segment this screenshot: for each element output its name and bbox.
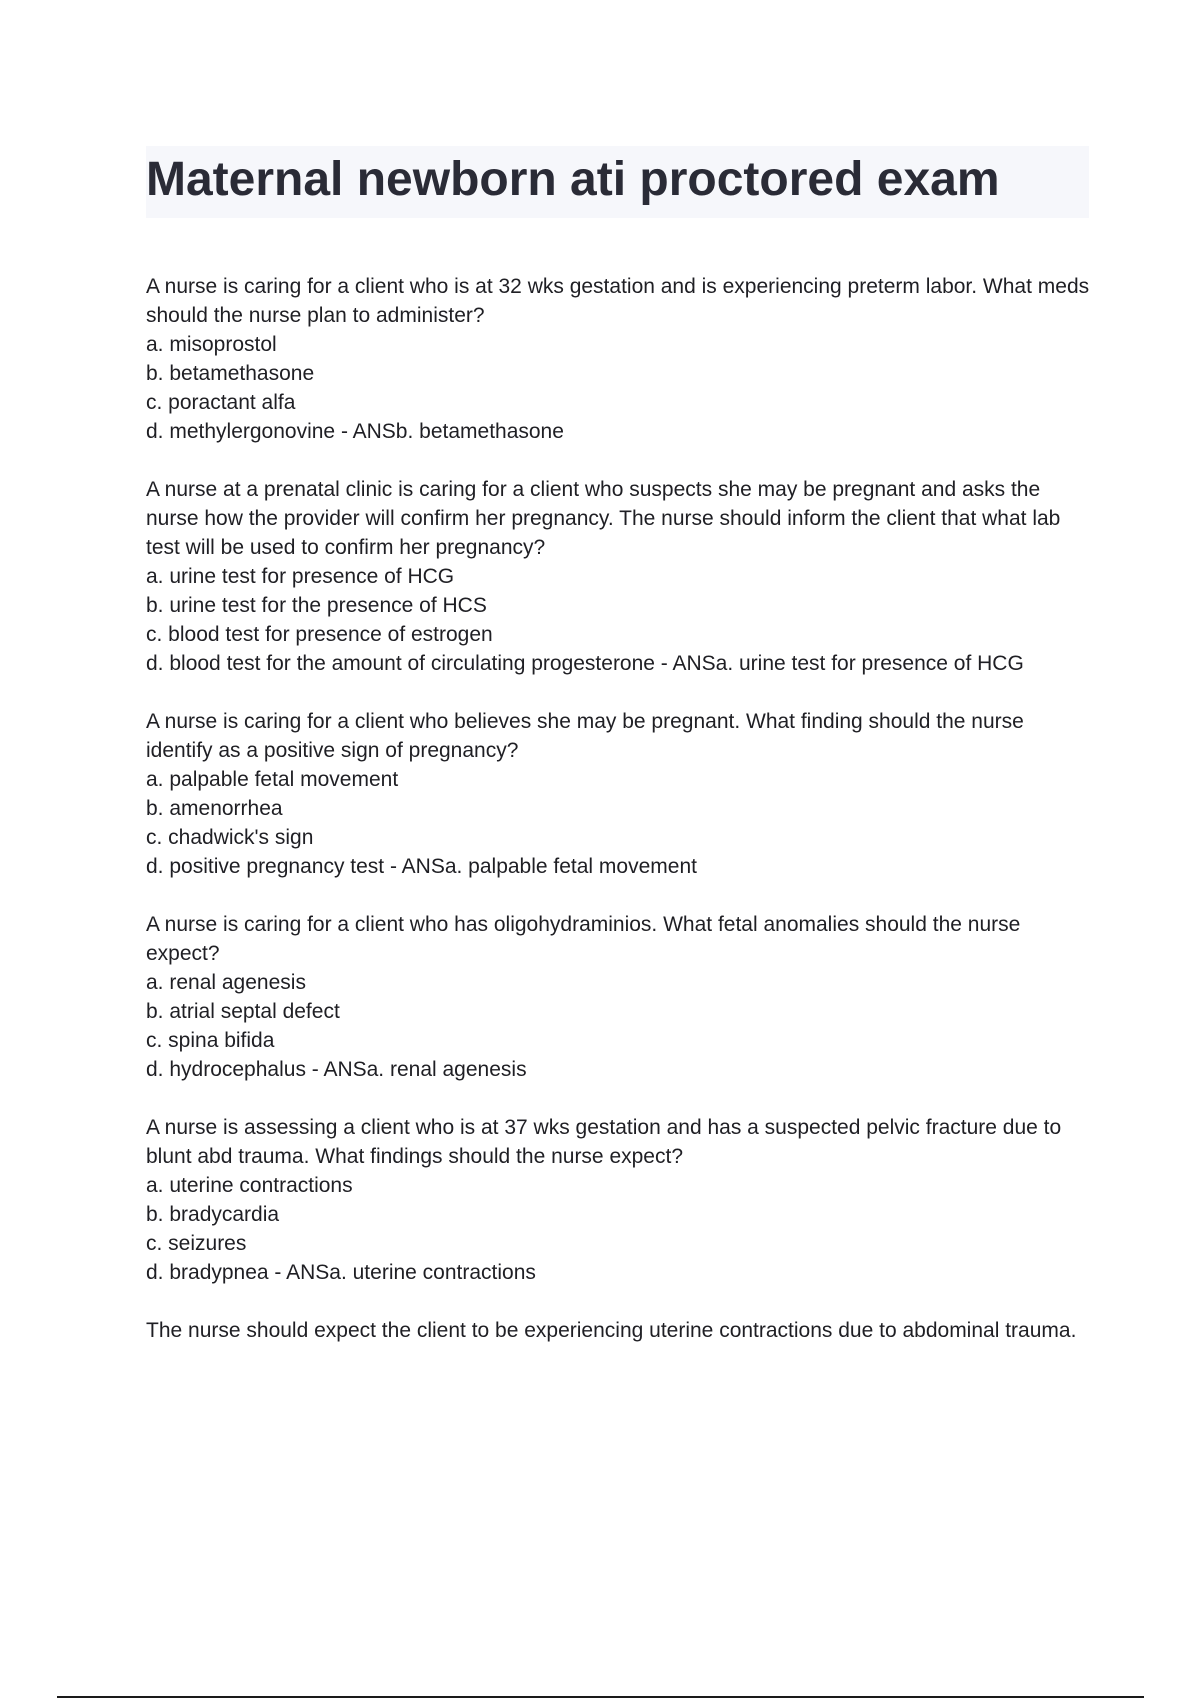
question-list	[146, 272, 1091, 1345]
question-stem: A nurse is caring for a client who believes she may be pregnant. What finding should the nurse identify as a positive sign of pregnancy?	[146, 710, 1024, 762]
answer-option: a. renal agenesis	[146, 971, 306, 994]
rationale-note: The nurse should expect the client to be experiencing uterine contractions due to abdominal trauma.	[146, 1319, 1077, 1342]
answer-option-with-key: d. methylergonovine - ANSb. betamethasone	[146, 420, 564, 443]
footer-divider	[57, 1696, 1144, 1698]
question-stem: A nurse is assessing a client who is at 37 wks gestation and has a suspected pelvic fracture due to blunt abd trauma. What findings should the nurse expect?	[146, 1116, 1062, 1168]
answer-option: c. seizures	[146, 1232, 247, 1255]
answer-option-with-key: d. blood test for the amount of circulating progesterone - ANSa. urine test for presence of HCG	[146, 652, 1024, 675]
answer-option: c. poractant alfa	[146, 391, 296, 414]
question-3	[146, 707, 1091, 881]
answer-option-with-key: d. positive pregnancy test - ANSa. palpable fetal movement	[146, 855, 697, 878]
answer-option: b. bradycardia	[146, 1203, 280, 1226]
answer-option: b. atrial septal defect	[146, 1000, 340, 1023]
question-4	[146, 910, 1091, 1084]
answer-option: a. uterine contractions	[146, 1174, 353, 1197]
question-5	[146, 1113, 1091, 1287]
answer-option-with-key: d. hydrocephalus - ANSa. renal agenesis	[146, 1058, 527, 1081]
question-stem: A nurse is caring for a client who is at 32 wks gestation and is experiencing preterm labor. What meds should the nurse plan to administer?	[146, 275, 1090, 327]
question-stem: A nurse at a prenatal clinic is caring for a client who suspects she may be pregnant and asks the nurse how the provider will confirm her pregnancy. The nurse should inform the client that what lab test will be used to confirm her pregnancy?	[146, 478, 1061, 559]
answer-option: c. spina bifida	[146, 1029, 275, 1052]
answer-option-with-key: d. bradypnea - ANSa. uterine contractions	[146, 1261, 536, 1284]
answer-option: a. palpable fetal movement	[146, 768, 399, 791]
question-stem: A nurse is caring for a client who has oligohydraminios. What fetal anomalies should the nurse expect?	[146, 913, 1021, 965]
answer-option: a. misoprostol	[146, 333, 277, 356]
question-1	[146, 272, 1091, 446]
page-title: Maternal newborn ati proctored exam	[146, 153, 1000, 206]
question-2	[146, 475, 1091, 678]
answer-option: a. urine test for presence of HCG	[146, 565, 455, 588]
title-banner	[146, 146, 1089, 218]
answer-option: c. blood test for presence of estrogen	[146, 623, 493, 646]
answer-option: b. urine test for the presence of HCS	[146, 594, 487, 617]
answer-option: b. amenorrhea	[146, 797, 283, 820]
answer-option: b. betamethasone	[146, 362, 315, 385]
answer-option: c. chadwick's sign	[146, 826, 314, 849]
